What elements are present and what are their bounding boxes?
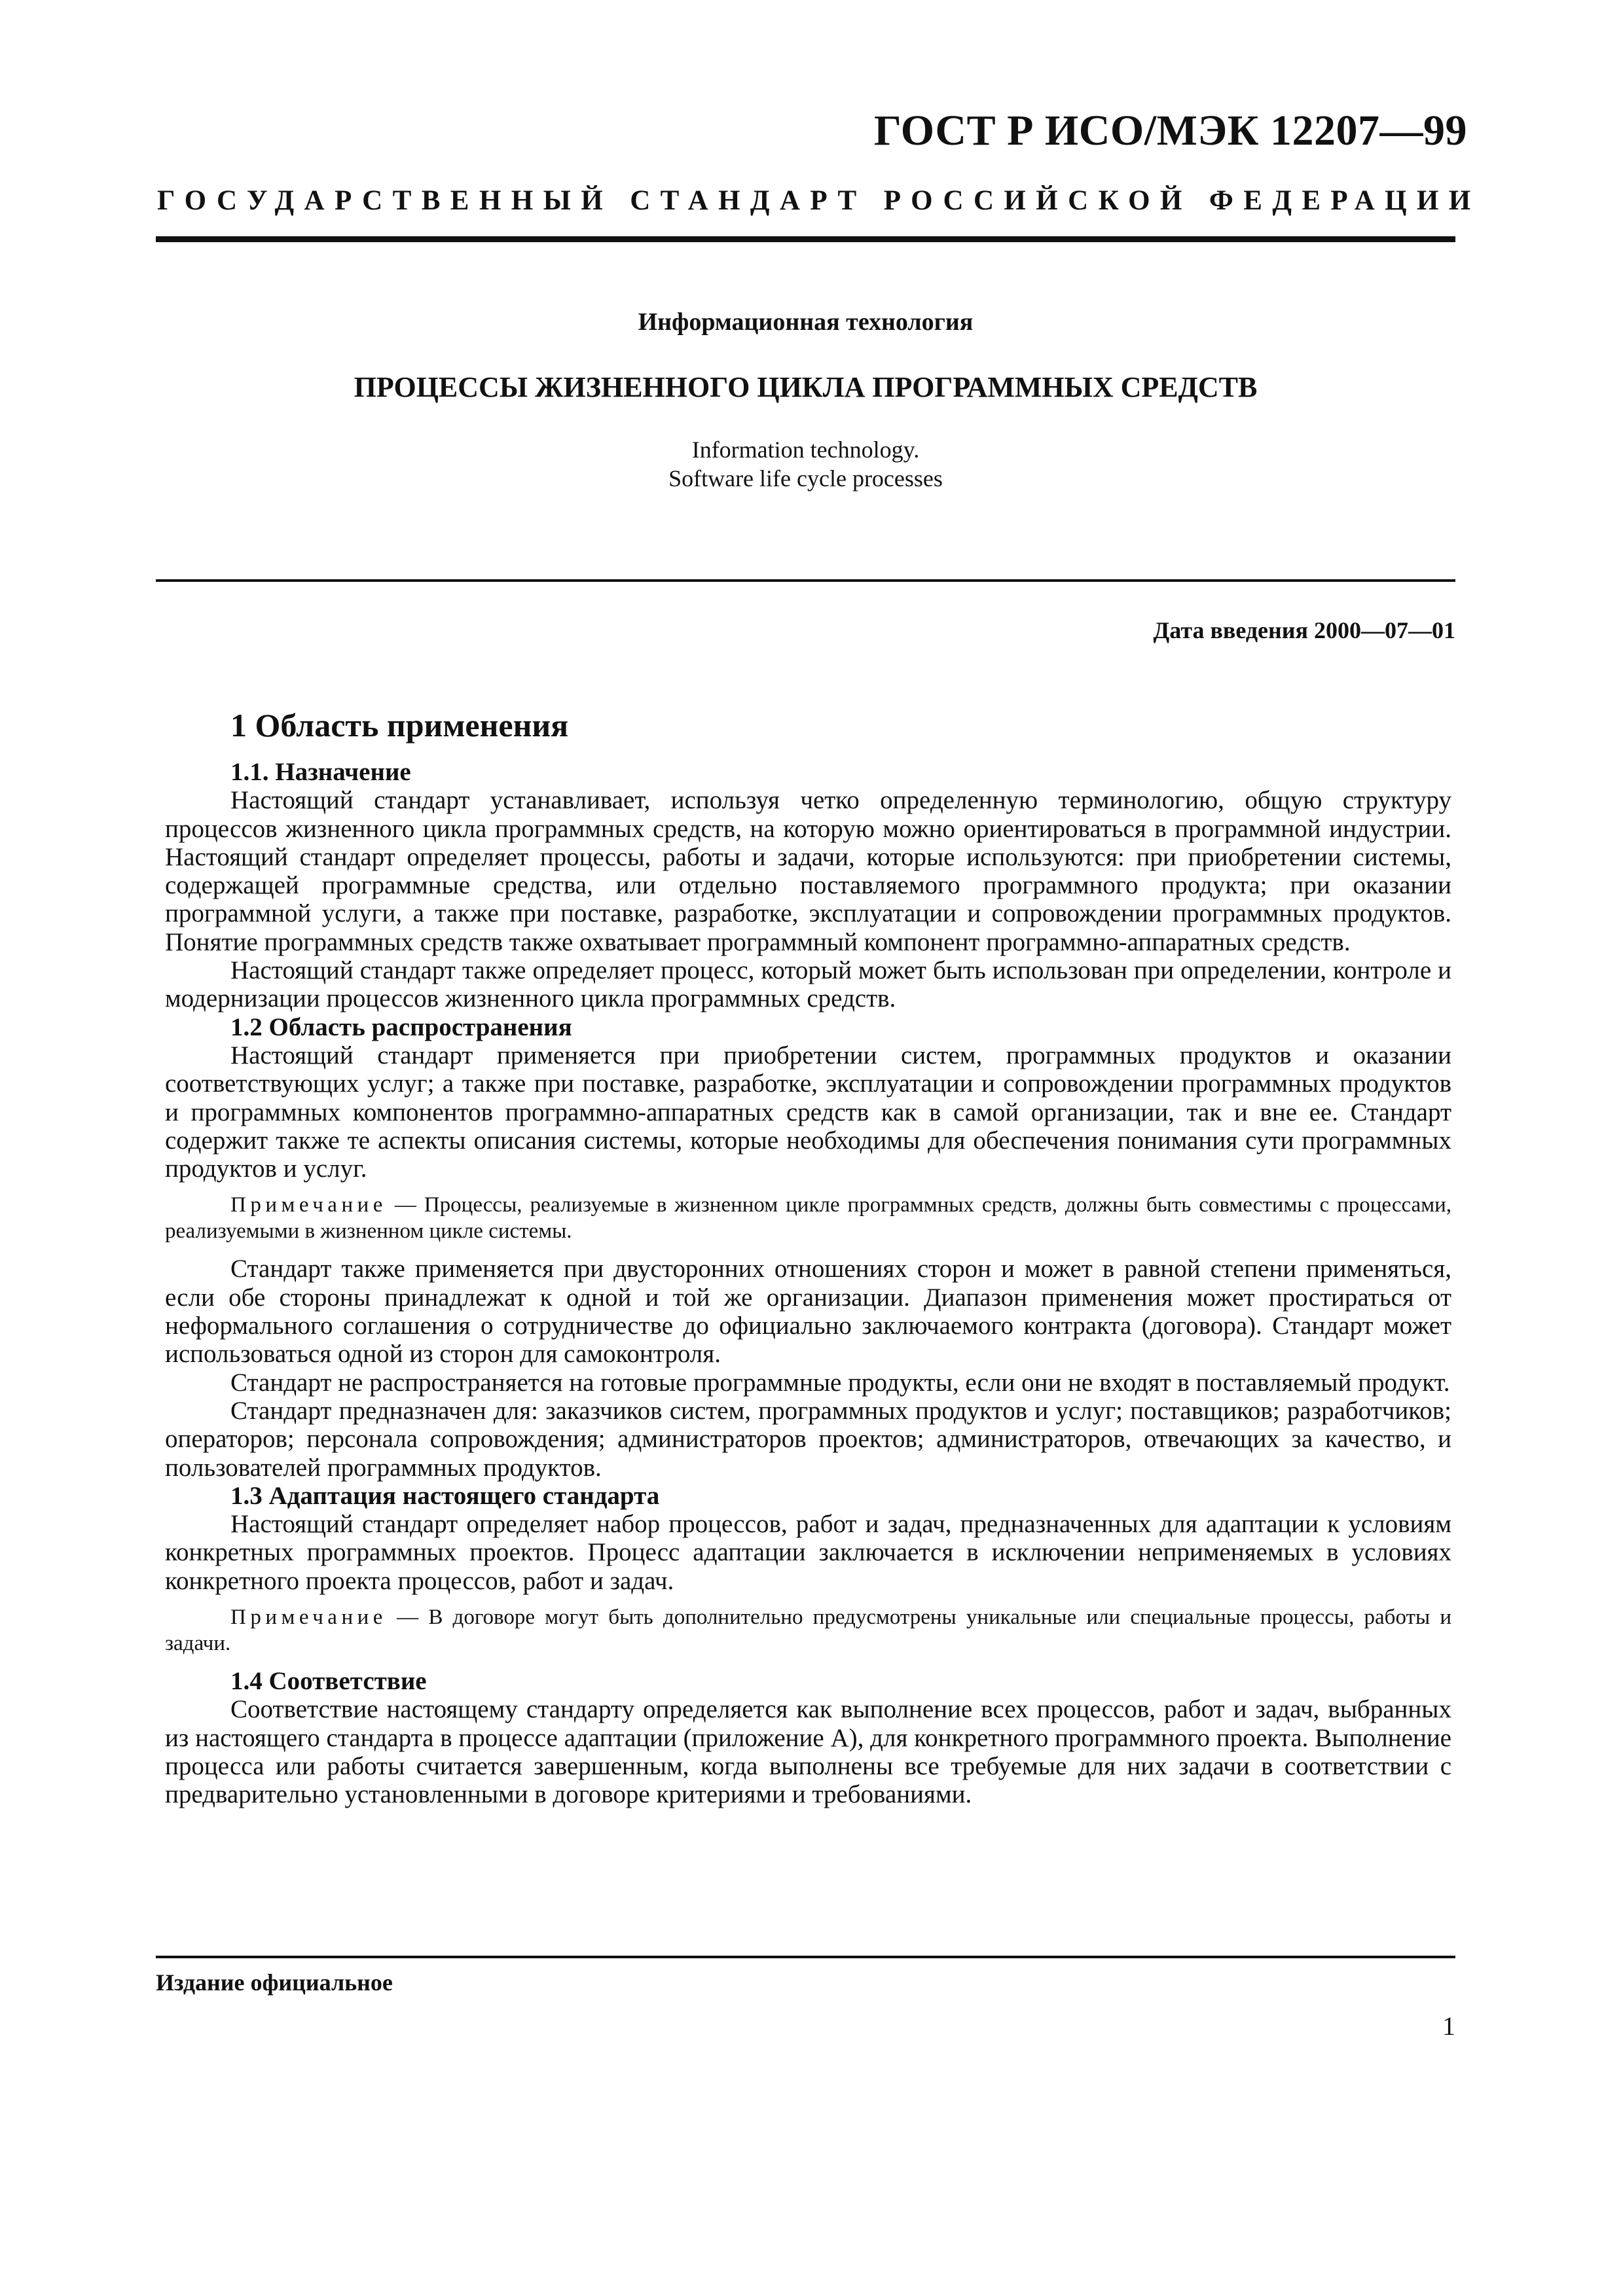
section-1-4-heading: 1.4 Соответствие — [230, 1667, 427, 1696]
note-text: — В договоре могут быть дополнительно предусмотрены уникальные или специальные процессы, работы и задачи. — [165, 1605, 1451, 1656]
paragraph: Соответствие настоящему стандарту определяется как выполнение всех процессов, работ и задач, выбранных из настоящего стандарта в процессе адаптации (приложение А), для конкретного программного проекта. Выполнение процесса или работы считается завершенным, когда выполнены все требуемые для них задачи в соответствии с предварительно установленными в договоре критериями и требованиями. — [165, 1695, 1451, 1809]
edition-label: Издание официальное — [156, 1969, 393, 1996]
note — [165, 1604, 1451, 1657]
paragraph: Настоящий стандарт применяется при приобретении систем, программных продуктов и оказании соответствующих услуг; а также при поставке, разработке, эксплуатации и сопровождении программных продуктов и программных компонентов программно-аппаратных средств как в самой организации, так и вне ее. Стандарт содержит также те аспекты описания системы, которые необходимы для обеспечения понимания сути программных продуктов и услуг. — [165, 1041, 1451, 1183]
section-1-heading: 1 Область применения — [230, 707, 569, 744]
document-body — [165, 704, 1451, 1809]
introduction-date: Дата введения 2000—07—01 — [1153, 617, 1455, 643]
note-label: Примечание — [230, 1605, 387, 1630]
title-main: ПРОЦЕССЫ ЖИЗНЕННОГО ЦИКЛА ПРОГРАММНЫХ СРЕДСТВ — [354, 371, 1258, 403]
paragraph: Стандарт также применяется при двусторонних отношениях сторон и может в равной степени применяться, если обе стороны принадлежат к одной и той же организации. Диапазон применения может простираться от неформального соглашения о сотрудничестве до официально заключаемого контракта (договора). Стандарт может использоваться одной из сторон для самоконтроля. — [165, 1255, 1451, 1369]
header-rule — [156, 236, 1455, 242]
document-code: ГОСТ Р ИСО/МЭК 12207—99 — [873, 107, 1467, 154]
title-english-line1: Information technology. — [691, 437, 920, 463]
title-rule — [156, 579, 1455, 582]
title-english-line2: Software life cycle processes — [668, 465, 943, 492]
paragraph: Стандарт не распространяется на готовые программные продукты, если они не входят в поставляемый продукт. — [230, 1368, 1450, 1397]
paragraph: Настоящий стандарт также определяет процесс, который может быть использован при определении, контроле и модернизации процессов жизненного цикла программных средств. — [165, 956, 1451, 1013]
note — [165, 1192, 1451, 1244]
footer-rule — [156, 1956, 1455, 1958]
paragraph: Стандарт предназначен для: заказчиков систем, программных продуктов и услуг; поставщиков; разработчиков; операторов; персонала сопровождения; администраторов проектов; администраторов, отвечающих за качество, и пользователей программных продуктов. — [165, 1396, 1451, 1482]
title-english — [156, 435, 1455, 493]
note-label: Примечание — [230, 1193, 387, 1217]
title-subject: Информационная технология — [638, 308, 974, 336]
paragraph: Настоящий стандарт определяет набор процессов, работ и задач, предназначенных для адаптации к условиям конкретных программных проектов. Процесс адаптации заключается в исключении неприменяемых в условиях конкретного проекта процессов, работ и задач. — [165, 1510, 1451, 1595]
paragraph: Настоящий стандарт устанавливает, используя четко определенную терминологию, общую структуру процессов жизненного цикла программных средств, на которую можно ориентироваться в программной индустрии. Настоящий стандарт определяет процессы, работы и задачи, которые используются: при приобретении системы, содержащей программные средства, или отдельно поставляемого программного продукта; при оказании программной услуги, а также при поставке, разработке, эксплуатации и сопровождении программных продуктов. Понятие программных средств также охватывает программный компонент программно-аппаратных средств. — [165, 786, 1451, 956]
state-standard-banner: ГОСУДАРСТВЕННЫЙ СТАНДАРТ РОССИЙСКОЙ ФЕДЕРАЦИИ — [157, 185, 1481, 216]
page-number: 1 — [1442, 2011, 1455, 2041]
section-1-1-heading: 1.1. Назначение — [230, 758, 411, 786]
note-text: — Процессы, реализуемые в жизненном цикле программных средств, должны быть совместимы с процессами, реализуемыми в жизненном цикле системы. — [165, 1193, 1451, 1244]
section-1-3-heading: 1.3 Адаптация настоящего стандарта — [230, 1481, 660, 1510]
section-1-2-heading: 1.2 Область распространения — [230, 1013, 572, 1041]
